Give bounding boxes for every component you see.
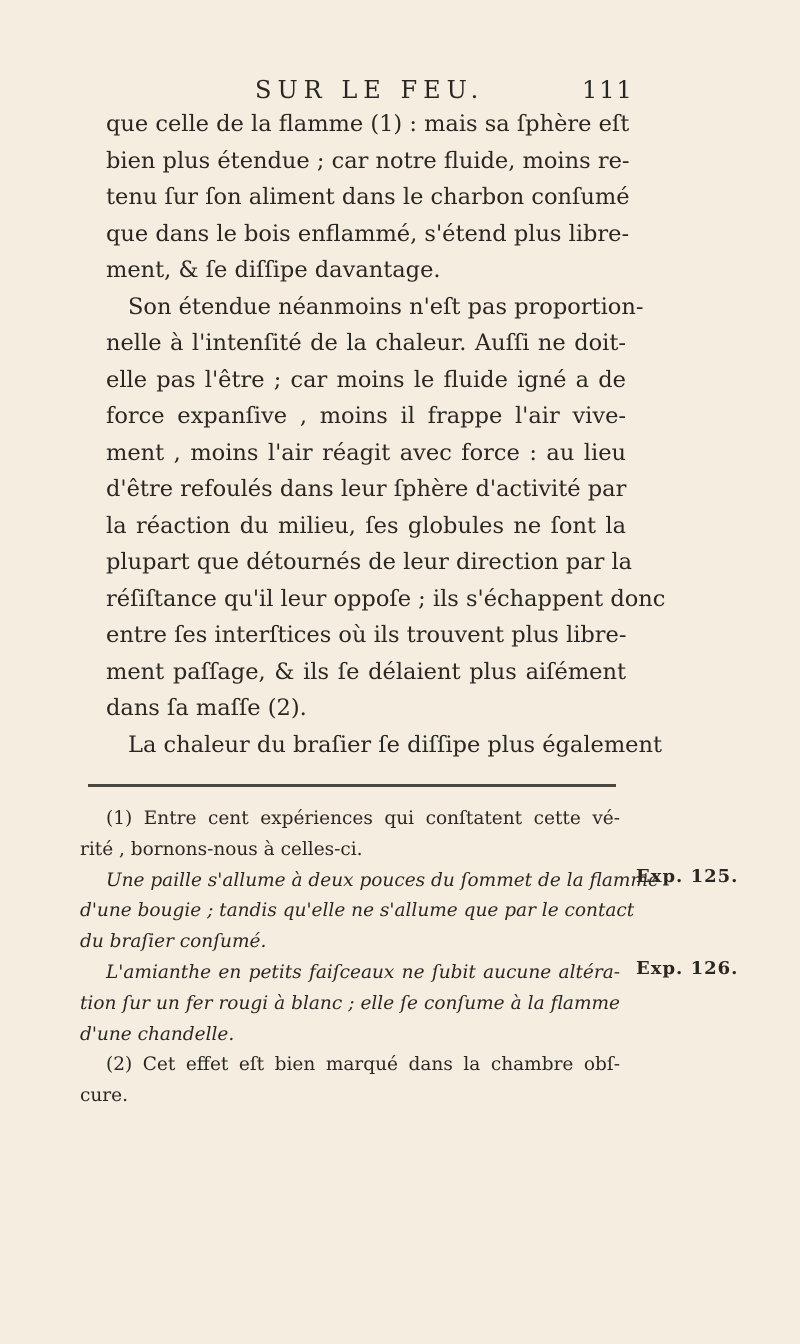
main-text <box>106 106 666 763</box>
text-line: Son étendue néanmoins n'eſt pas proportion- <box>128 293 644 320</box>
text-line: bien plus étendue ; car notre fluide, moins re- <box>106 147 630 174</box>
footnote-line: rité , bornons-nous à celles-ci. <box>80 838 363 860</box>
margin-note-exp126: Exp. 126. <box>636 958 739 979</box>
page-header <box>0 76 800 106</box>
footnote-line: Une paille s'allume à deux pouces du ſommet de la flamme <box>106 869 659 891</box>
text-line: tenu ſur ſon aliment dans le charbon conſumé <box>106 184 630 210</box>
footnote-line: L'amianthe en petits faiſceaux ne ſubit aucune altéra- <box>106 961 620 983</box>
footnote-line: d'une chandelle. <box>80 1023 235 1045</box>
footnote-line: du braſier conſumé. <box>80 931 267 953</box>
text-line: la réaction du milieu, ſes globules ne ſont la <box>106 512 626 539</box>
footnote-divider <box>88 784 616 787</box>
page-number: 111 <box>582 76 634 104</box>
text-line: que dans le bois enflammé, s'étend plus libre- <box>106 220 630 247</box>
footnote-line: (2) Cet effet eſt bien marqué dans la chambre obſ- <box>106 1054 620 1076</box>
footnotes <box>80 804 659 1112</box>
text-line: La chaleur du braſier ſe diſſipe plus également <box>128 731 663 758</box>
footnote-line: d'une bougie ; tandis qu'elle ne s'allume que par le contact <box>80 900 635 922</box>
text-line: force expanſive , moins il frappe l'air vive- <box>106 403 626 429</box>
footnote-line: tion ſur un fer rougi à blanc ; elle ſe conſume à la flamme <box>80 992 620 1014</box>
text-line: ment paſſage, & ils ſe délaient plus aiſément <box>106 658 626 685</box>
text-line: réſiſtance qu'il leur oppoſe ; ils s'échappent donc <box>106 585 666 612</box>
text-line: plupart que détournés de leur direction par la <box>106 549 633 575</box>
text-line: entre ſes interſtices où ils trouvent plus libre- <box>106 622 627 648</box>
text-line: nelle à l'intenſité de la chaleur. Auſſi ne doit- <box>106 330 626 356</box>
footnote-line: (1) Entre cent expériences qui conſtatent cette vé- <box>106 808 620 829</box>
text-line: d'être refoulés dans leur ſphère d'activité par <box>106 476 627 502</box>
text-line: dans ſa maſſe (2). <box>106 695 307 721</box>
footnote-line: cure. <box>80 1085 128 1107</box>
text-line: ment, & ſe diſſipe davantage. <box>106 257 441 283</box>
text-line: que celle de la flamme (1) : mais sa ſphère eſt <box>106 111 630 137</box>
text-line: ment , moins l'air réagit avec force : au lieu <box>106 439 626 466</box>
text-line: elle pas l'être ; car moins le fluide igné a de <box>106 366 626 393</box>
margin-note-exp125: Exp. 125. <box>636 866 739 887</box>
running-title: SUR LE FEU. <box>255 76 485 104</box>
